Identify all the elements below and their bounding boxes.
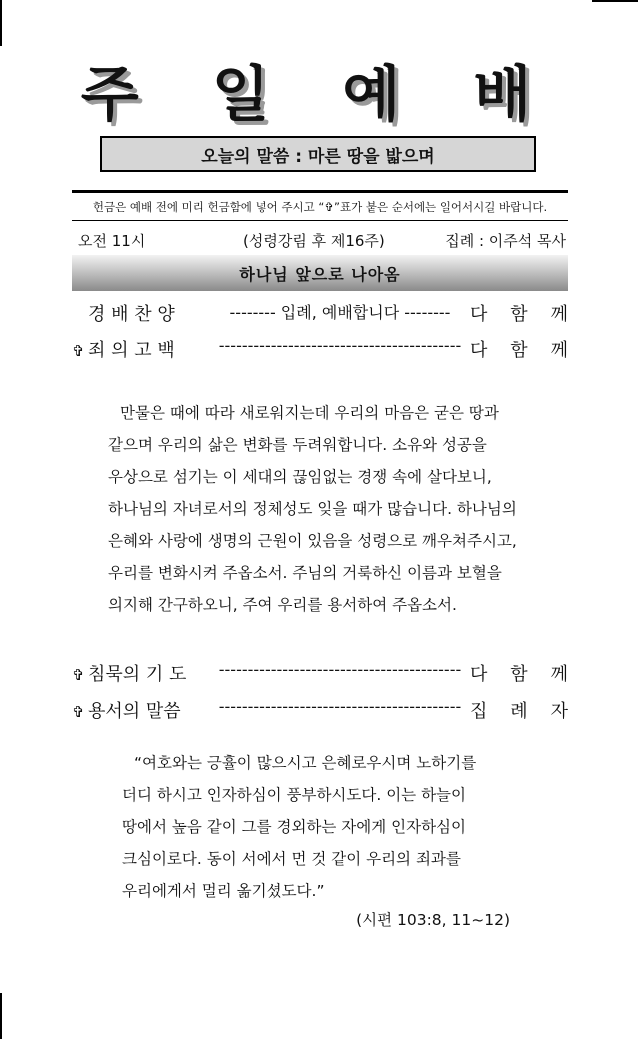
- prayer-line: 같으며 우리의 삶은 변화를 두려워합니다. 소유와 성공을: [108, 436, 487, 454]
- order-participant: 집 례 자: [470, 701, 568, 722]
- scripture-line: 더디 하시고 인자하심이 풍부하시도다. 이는 하늘이: [122, 786, 466, 804]
- divider-thick: [72, 190, 568, 193]
- crop-mark-top-left: [0, 0, 2, 46]
- prayer-line: 만물은 때에 따라 새로워지는데 우리의 마음은 굳은 땅과: [120, 404, 499, 422]
- stand-cross-icon: ✞: [72, 666, 85, 684]
- confession-prayer: [108, 397, 534, 621]
- order-label: 용서의 말씀: [88, 701, 181, 722]
- crop-mark-top-right: [592, 0, 638, 2]
- order-participant: 다 함 께: [470, 340, 568, 361]
- stand-cross-icon: ✞: [72, 342, 85, 360]
- presider: 집례 : 이주석 목사: [445, 232, 566, 250]
- order-leader-line: ------------------------------------------: [218, 697, 462, 716]
- scripture-line: 땅에서 높음 같이 그를 경외하는 자에게 인자하심이: [122, 818, 466, 836]
- divider-thin: [72, 220, 568, 221]
- offering-notice: 헌금은 예배 전에 미리 헌금함에 넣어 주시고 “✞”표가 붙은 순서에는 일어서시길 바랍니다.: [92, 200, 548, 214]
- sermon-theme: 오늘의 말씀 : 마른 땅을 밟으며: [201, 146, 435, 167]
- order-item-assurance: [72, 697, 568, 723]
- prayer-line: 의지해 간구하오니, 주여 우리를 용서하여 주옵소서.: [108, 596, 457, 614]
- order-participant: 다 함 께: [470, 304, 568, 325]
- section-title: 하나님 앞으로 나아옴: [239, 264, 401, 284]
- scripture-line: 크심이로다. 동이 서에서 먼 것 같이 우리의 죄과를: [122, 850, 461, 868]
- order-leader-line: ------------------------------------------: [218, 336, 462, 355]
- scripture-reference: (시편 103:8, 11~12): [356, 911, 510, 929]
- order-item-worship: [72, 300, 568, 326]
- order-label: 경 배 찬 양: [88, 304, 175, 325]
- prayer-line: 하나님의 자녀로서의 정체성도 잊을 때가 많습니다. 하나님의: [108, 500, 517, 518]
- prayer-line: 우상으로 섬기는 이 세대의 끊임없는 경쟁 속에 살다보니,: [108, 468, 492, 486]
- prayer-line: 우리를 변화시켜 주옵소서. 주님의 거룩하신 이름과 보혈을: [108, 564, 502, 582]
- sermon-theme-box: [100, 136, 536, 172]
- crop-mark-bottom-left: [0, 993, 2, 1039]
- order-item-confession: [72, 336, 568, 362]
- scripture-line: 우리에게서 멀리 옮기셨도다.”: [122, 882, 325, 900]
- page-title: 주 일 예 배: [80, 60, 558, 130]
- liturgical-week: (성령강림 후 제16주): [243, 232, 385, 250]
- order-leader-line: -------- 입례, 예배합니다 --------: [229, 303, 451, 322]
- order-label: 죄 의 고 백: [88, 340, 175, 361]
- order-label: 침묵의 기 도: [88, 664, 187, 685]
- service-time: 오전 11시: [78, 232, 146, 250]
- prayer-line: 은혜와 사랑에 생명의 근원이 있음을 성령으로 깨우쳐주시고,: [108, 532, 517, 550]
- order-item-silent-prayer: [72, 660, 568, 686]
- section-banner: [72, 255, 568, 291]
- order-leader-line: ------------------------------------------: [218, 660, 462, 679]
- order-participant: 다 함 께: [470, 664, 568, 685]
- scripture-line: “여호와는 긍휼이 많으시고 은혜로우시며 노하기를: [134, 754, 477, 772]
- assurance-scripture: [122, 747, 512, 907]
- stand-cross-icon: ✞: [72, 703, 85, 721]
